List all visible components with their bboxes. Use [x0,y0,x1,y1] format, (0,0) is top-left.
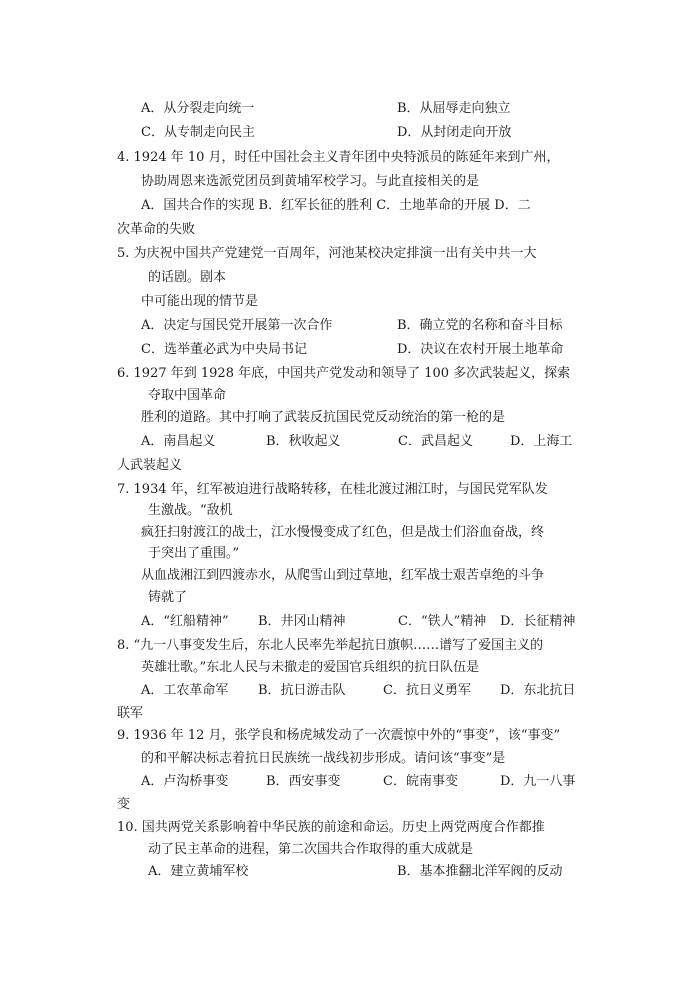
q3-option-c: C．从专制走向民主 [141,125,255,140]
q5-option-d: D．决议在农村开展土地革命 [397,342,564,357]
q9-option-b: B．西安事变 [266,774,341,789]
q6-stem-line3: 胜利的道路。其中打响了武装反抗国民党反动统治的第一枪的是 [141,410,506,425]
q9-option-d-continued: 变 [117,797,131,812]
q4-stem-line1: 4. 1924 年 10 月，时任中国社会主义青年团中央特派员的陈延年来到广州， [117,150,560,165]
q6-option-b: B．秋收起义 [266,434,341,449]
q7-option-b: B．井冈山精神 [258,614,346,629]
q3-option-d: D．从封闭走向开放 [397,125,512,140]
q3-option-a: A．从分裂走向统一 [141,101,255,116]
q6-stem-line1: 6. 1927 年到 1928 年底，中国共产党发动和领导了 100 多次武装起义，探索 [117,366,571,381]
q10-stem-line1: 10. 国共两党关系影响着中华民族的前途和命运。历史上两党两度合作都推 [117,820,545,835]
q6-option-d-continued: 人武装起义 [117,458,183,473]
q6-stem-line2: 夺取中国革命 [148,388,227,403]
q8-option-a: A．工农革命军 [141,683,229,698]
q4-options: A．国共合作的实现 B．红军长征的胜利 C．土地革命的开展 D．二 [141,198,531,213]
q5-stem-line1: 5. 为庆祝中国共产党建党一百周年，河池某校决定排演一出有关中共一大 [117,246,537,261]
q7-stem-line5: 从血战湘江到四渡赤水，从爬雪山到过草地，红军战士艰苦卓绝的斗争 [141,568,545,583]
q9-option-a: A．卢沟桥事变 [141,774,229,789]
q4-stem-line2: 协助周恩来选派党团员到黄埔军校学习。与此直接相关的是 [141,174,480,189]
q3-option-b: B．从屈辱走向独立 [397,101,511,116]
q8-stem-line1: 8. “九一八事变发生后，东北人民率先举起抗日旗帜……谱写了爱国主义的 [117,638,544,653]
q9-stem-line1: 9. 1936 年 12 月，张学良和杨虎城发动了一次震惊中外的“事变”，该“事变” [117,728,561,743]
q9-option-d: D．九一八事 [500,774,576,789]
q7-stem-line2: 生激战。“敌机 [148,503,233,518]
q5-option-b: B．确立党的名称和奋斗目标 [397,318,563,333]
q4-options-continued: 次革命的失败 [117,222,196,237]
q6-option-a: A．南昌起义 [141,434,216,449]
q6-option-c: C．武昌起义 [398,434,473,449]
q8-option-c: C．抗日义勇军 [383,683,471,698]
q9-option-c: C．皖南事变 [383,774,458,789]
q7-option-c: C．“铁人”精神 [398,614,487,629]
q7-option-a: A．“红船精神” [141,614,229,629]
q9-stem-line2: 的和平解决标志着抗日民族统一战线初步形成。请问该“事变”是 [141,751,506,766]
q5-option-a: A．决定与国民党开展第一次合作 [141,318,333,333]
q7-stem-line4: 于突出了重围。” [148,546,240,561]
q7-stem-line1: 7. 1934 年，红军被迫进行战略转移，在桂北渡过湘江时，与国民党军队发 [117,482,548,497]
q10-stem-line2: 动了民主革命的进程，第二次国共合作取得的重大成就是 [148,842,474,857]
q5-option-c: C．选举董必武为中央局书记 [141,342,307,357]
q8-option-b: B．抗日游击队 [258,683,346,698]
q7-option-d: D．长征精神 [500,614,576,629]
q7-stem-line3: 疯狂扫射渡江的战士，江水慢慢变成了红色，但是战士们浴血奋战，终 [141,525,545,540]
q10-option-b: B．基本推翻北洋军阀的反动 [397,864,563,879]
q8-stem-line2: 英雄壮歌。”东北人民与未撤走的爱国官兵组织的抗日队伍是 [141,660,480,675]
q10-option-a: A．建立黄埔军校 [148,864,249,879]
q8-option-d-continued: 联军 [117,706,144,721]
q6-option-d: D．上海工 [510,434,573,449]
q5-stem-line3: 中可能出现的情节是 [141,294,259,309]
q8-option-d: D．东北抗日 [500,683,576,698]
q5-stem-line2: 的话剧。剧本 [148,270,227,285]
q7-stem-line6: 铸就了 [148,590,188,605]
